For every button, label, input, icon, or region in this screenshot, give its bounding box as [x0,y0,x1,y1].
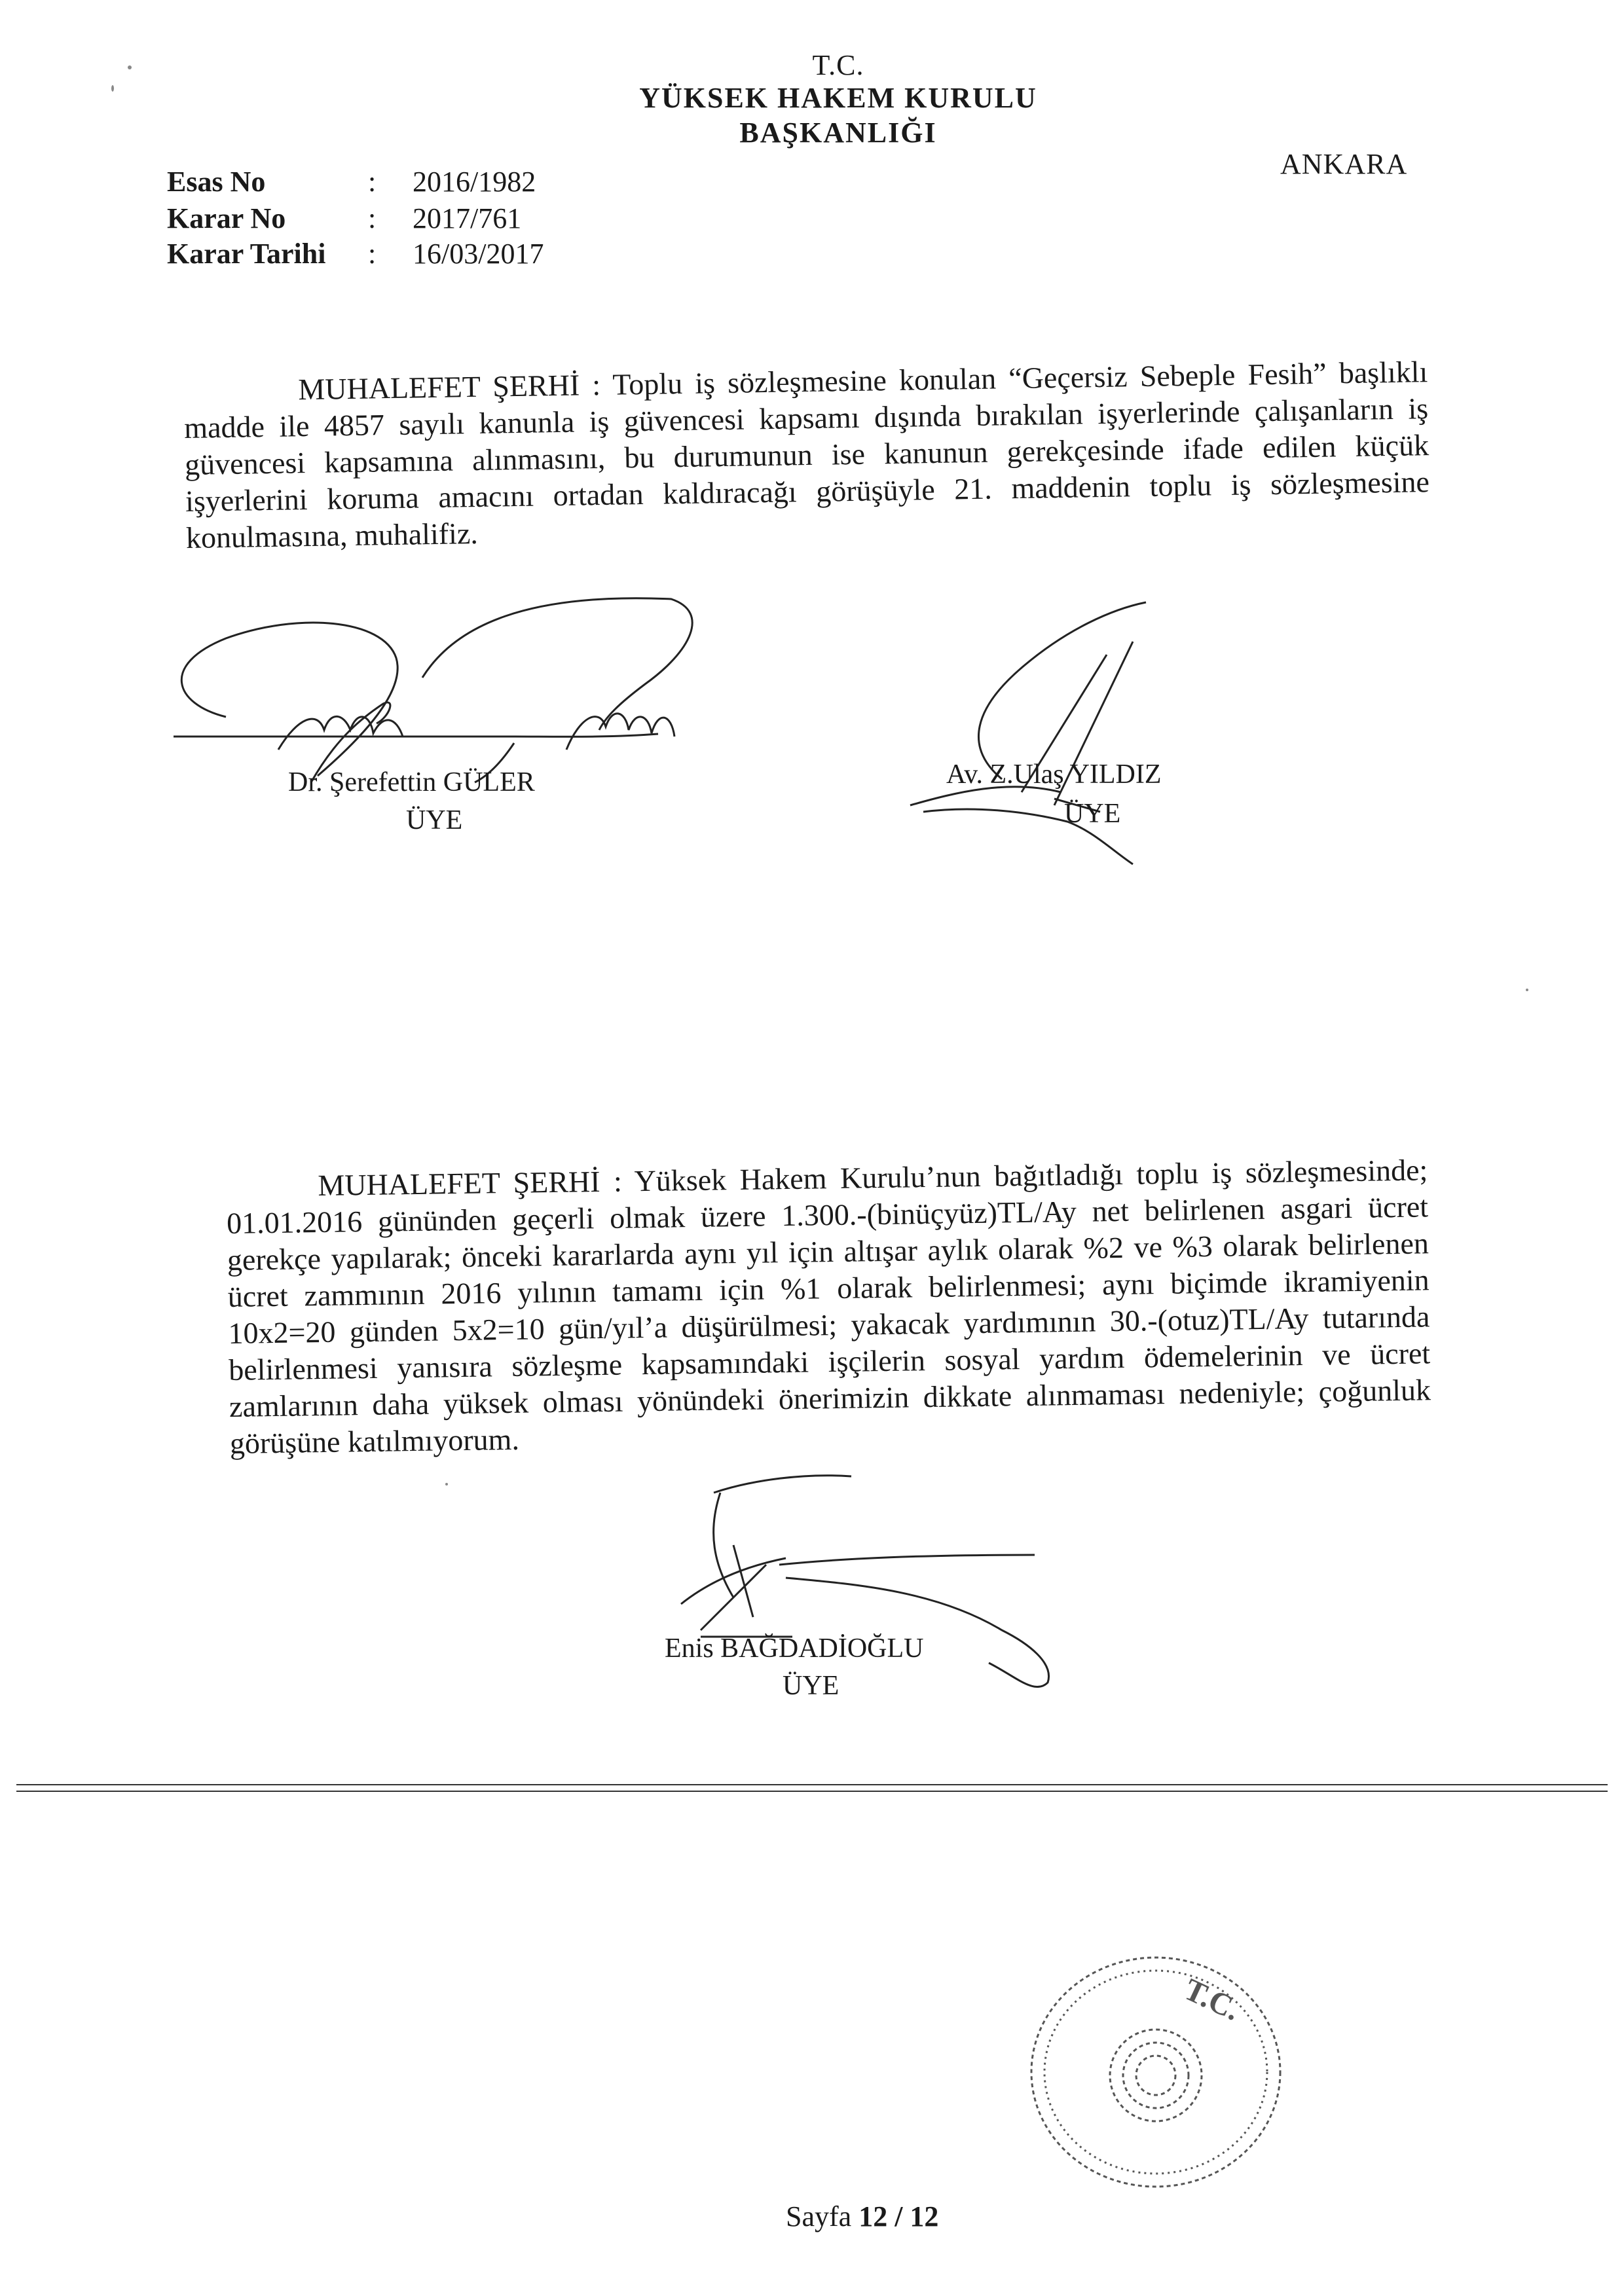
dissent-2-text: MUHALEFET ŞERHİ : Yüksek Hakem Kurulu’nun bağıtladığı toplu iş sözleşmesinde; 01.01.2016 gününden geçerli olmak üzere 1.300.-(binüçyüz)TL/Ay net belirlenen asgari ücret gerekçe yapılarak; önceki kararlarda aynı yıl için altışar aylık olarak %2 ve %3 olarak belirlenen ücret zammının 2016 yılının tamamı için %1 olarak belirlenmesi; aynı biçimde ikramiyenin 10x2=20 günden 5x2=10 gün/yıl’a düşürülmesi; yakacak yardımının 30.-(otuz)TL/Ay tutarında belirlenmesi yanısıra sözleşme kapsamındaki işçilerin sosyal yardım ödemelerinin ve ücret zamlarının daha yüksek olması yönündeki önerimizin dikkate alınmaması nedeniyle; çoğunluk görüşüne katılmıyorum. [226,1153,1431,1460]
meta-value-karar-no: 2017/761 [413,202,522,234]
meta-label-karar-tarihi: Karar Tarihi [167,238,326,270]
header-department: BAŞKANLIĞI [739,117,937,149]
stamp-text: T.C. [1179,1971,1246,2028]
signatory-role-bagdadioglu: ÜYE [783,1671,840,1701]
signatory-name-guler: Dr. Şerefettin GÜLER [288,767,535,797]
page-total: 12 [910,2200,939,2232]
scan-speck [111,85,114,92]
page-separator: / [895,2200,903,2232]
header-tc: T.C. [812,49,864,81]
page-current: 12 [858,2200,888,2232]
page-label: Sayfa [786,2200,852,2232]
meta-label-karar-no: Karar No [167,202,286,234]
meta-label-esas-no: Esas No [167,166,266,198]
meta-colon: : [368,238,377,270]
dissent-opinion-1 [183,354,1430,556]
scan-speck [1526,989,1528,991]
signatory-role-yildiz: ÜYE [1064,799,1121,829]
signature-yildiz [897,596,1225,884]
header-institution: YÜKSEK HAKEM KURULU [639,82,1037,114]
meta-value-karar-tarihi: 16/03/2017 [413,238,544,270]
scan-speck [445,1483,448,1485]
dissent-1-text: MUHALEFET ŞERHİ : Toplu iş sözleşmesine konulan “Geçersiz Sebeple Fesih” başlıklı madde ile 4857 sayılı kanunla iş güvencesi kapsamı dışında bırakılan işyerlerinde çalışanların iş güvencesi kapsamına alınmasını, bu durumunun ise kanunun gerekçesinde ifade edilen küçük işyerlerini koruma amacını ortadan kaldıracağı görüşüyle 21. maddenin toplu iş sözleşmesine konulmasına, muhalifiz. [183,355,1430,555]
meta-colon: : [368,166,377,198]
footer-divider [16,1784,1608,1785]
official-stamp [1008,1935,1303,2210]
scan-speck [128,65,132,69]
header-city: ANKARA [1280,148,1408,180]
dissent-opinion-2 [226,1152,1431,1462]
signature-bagdadioglu [661,1467,1087,1715]
meta-value-esas-no: 2016/1982 [413,166,536,198]
meta-colon: : [368,202,377,234]
signatory-name-yildiz: Av. Z.Ulaş YILDIZ [946,759,1162,790]
page-number [786,2200,938,2233]
signatory-name-bagdadioglu: Enis BAĞDADİOĞLU [665,1633,924,1664]
footer-divider [16,1791,1608,1792]
signatory-role-guler: ÜYE [406,805,463,835]
